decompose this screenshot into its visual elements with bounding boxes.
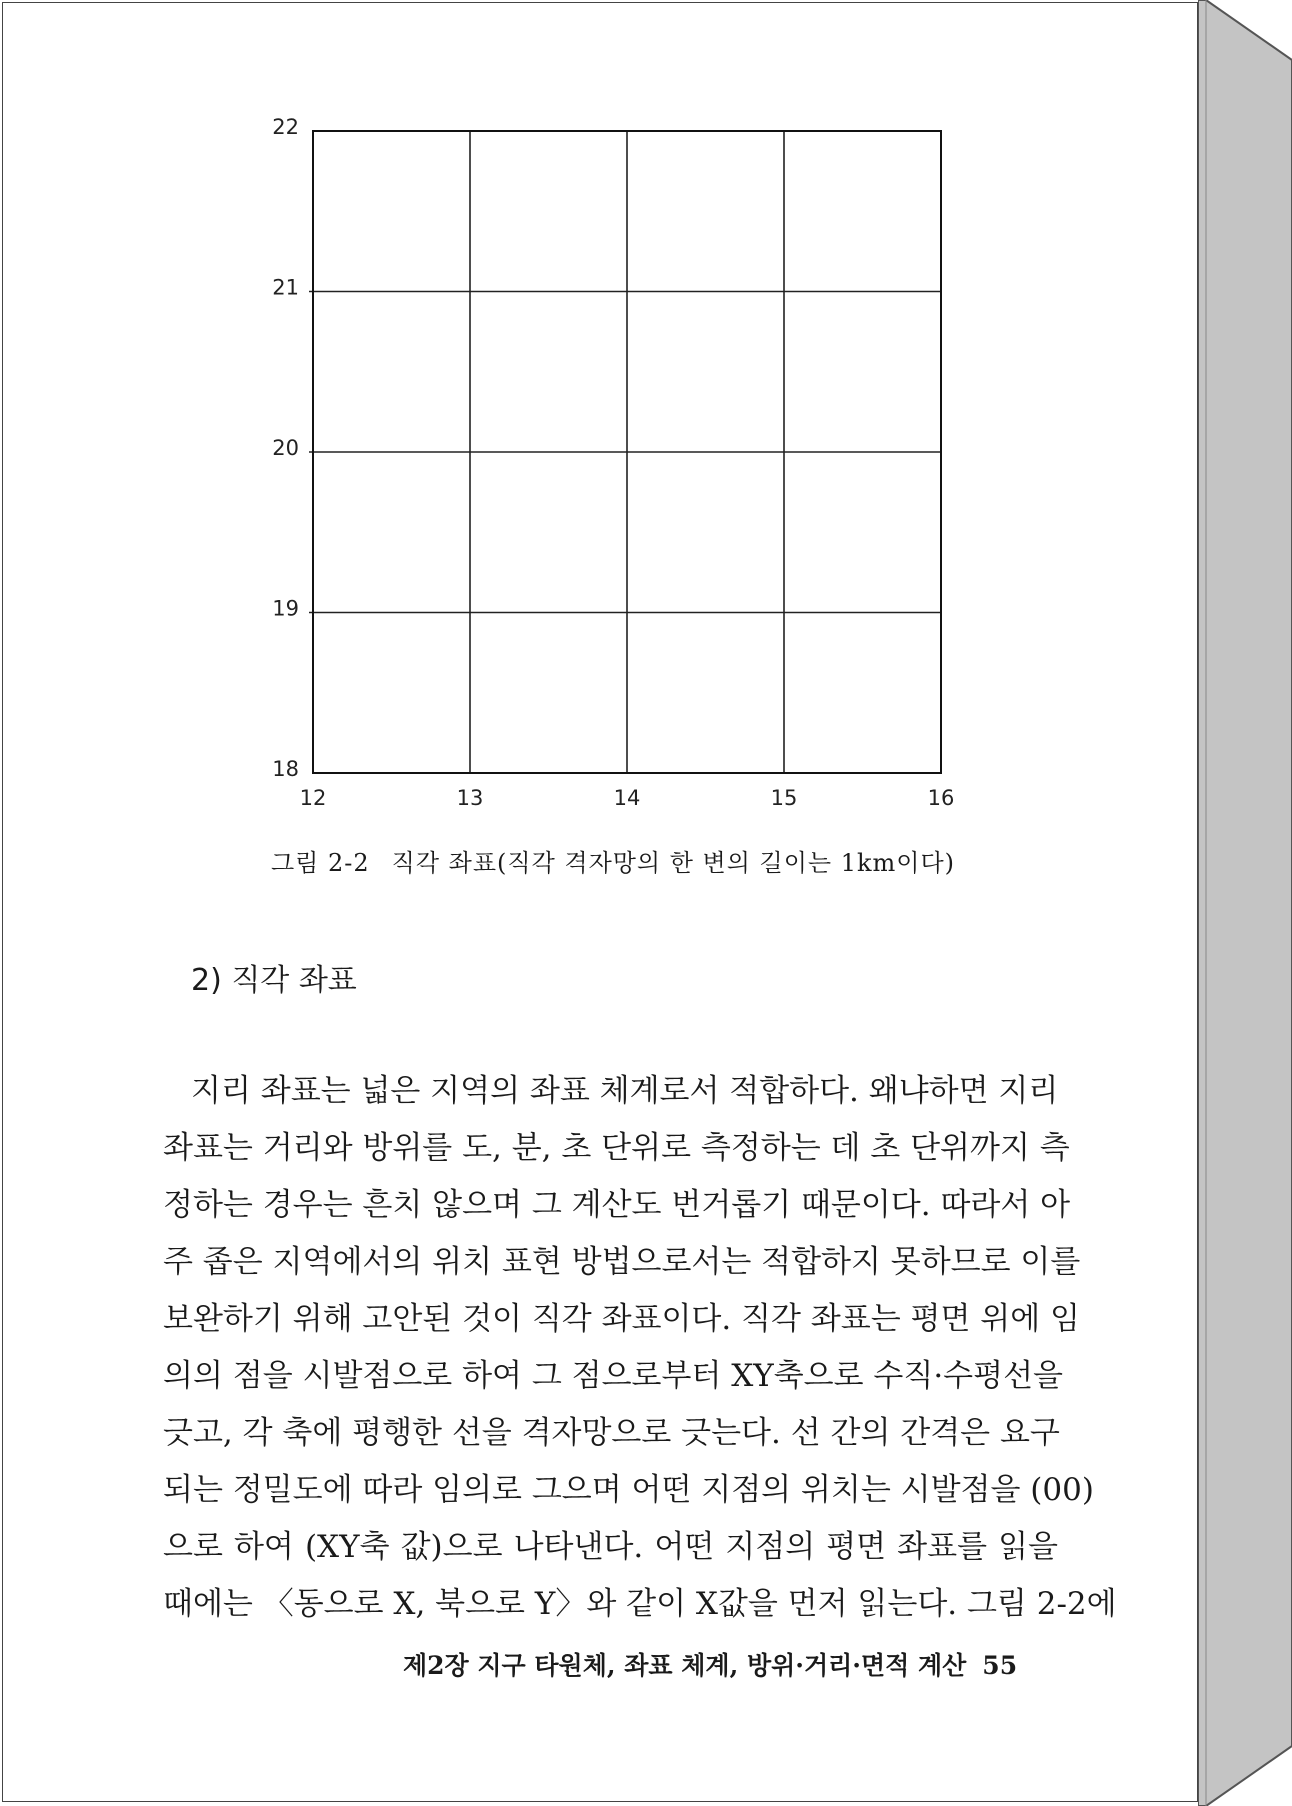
y-tick-label: 19	[272, 596, 299, 621]
x-axis-ticks	[300, 786, 955, 810]
page-footer	[403, 1646, 1017, 1682]
y-tick-label: 21	[272, 275, 299, 300]
x-tick-label: 12	[299, 786, 327, 810]
book-page	[2, 2, 1198, 1802]
book-side-edge	[1198, 0, 1292, 1806]
y-tick-label: 22	[272, 115, 299, 139]
body-line: 주 좁은 지역에서의 위치 표현 방법으로서는 적합하지 못하므로 이를	[163, 1244, 1081, 1280]
body-line: 의의 점을 시발점으로 하여 그 점으로부터 XY축으로 수직·수평선을	[163, 1358, 1063, 1394]
body-line: 좌표는 거리와 방위를 도, 분, 초 단위로 측정하는 데 초 단위까지 측	[163, 1130, 1070, 1166]
body-line: 지리 좌표는 넓은 지역의 좌표 체계로서 적합하다. 왜냐하면 지리	[191, 1073, 1059, 1109]
x-tick-label: 16	[927, 786, 955, 810]
page-number: 55	[982, 1651, 1018, 1680]
y-tick-label: 18	[272, 757, 299, 781]
body-line: 보완하기 위해 고안된 것이 직각 좌표이다. 직각 좌표는 평면 위에 임	[163, 1301, 1080, 1337]
figure-caption-text: 직각 좌표(직각 격자망의 한 변의 길이는 1km이다)	[391, 849, 956, 877]
y-tick-label: 20	[272, 436, 299, 460]
body-line: 으로 하여 (XY축 값)으로 나타낸다. 어떤 지점의 평면 좌표를 읽을	[163, 1529, 1058, 1565]
x-tick-label: 15	[770, 786, 798, 810]
figure-caption	[271, 843, 955, 878]
body-paragraph	[163, 1063, 1117, 1633]
chapter-title: 제2장 지구 타원체, 좌표 체계, 방위·거리·면적 계산	[403, 1651, 967, 1680]
body-line: 정하는 경우는 흔치 않으며 그 계산도 번거롭기 때문이다. 따라서 아	[163, 1187, 1071, 1223]
coordinate-grid-chart	[243, 113, 983, 823]
body-line: 긋고, 각 축에 평행한 선을 격자망으로 긋는다. 선 간의 간격은 요구	[163, 1415, 1060, 1451]
x-tick-label: 14	[613, 786, 641, 810]
section-heading: 2) 직각 좌표	[191, 963, 357, 998]
figure-number: 그림 2-2	[271, 849, 370, 877]
body-line: 되는 정밀도에 따라 임의로 그으며 어떤 지점의 위치는 시발점을 (00)	[163, 1472, 1094, 1508]
y-axis-ticks	[272, 115, 299, 781]
body-line: 때에는 〈동으로 X, 북으로 Y〉와 같이 X값을 먼저 읽는다. 그림 2-2에	[163, 1586, 1117, 1622]
x-tick-label: 13	[456, 786, 484, 810]
grid-lines	[309, 131, 941, 773]
